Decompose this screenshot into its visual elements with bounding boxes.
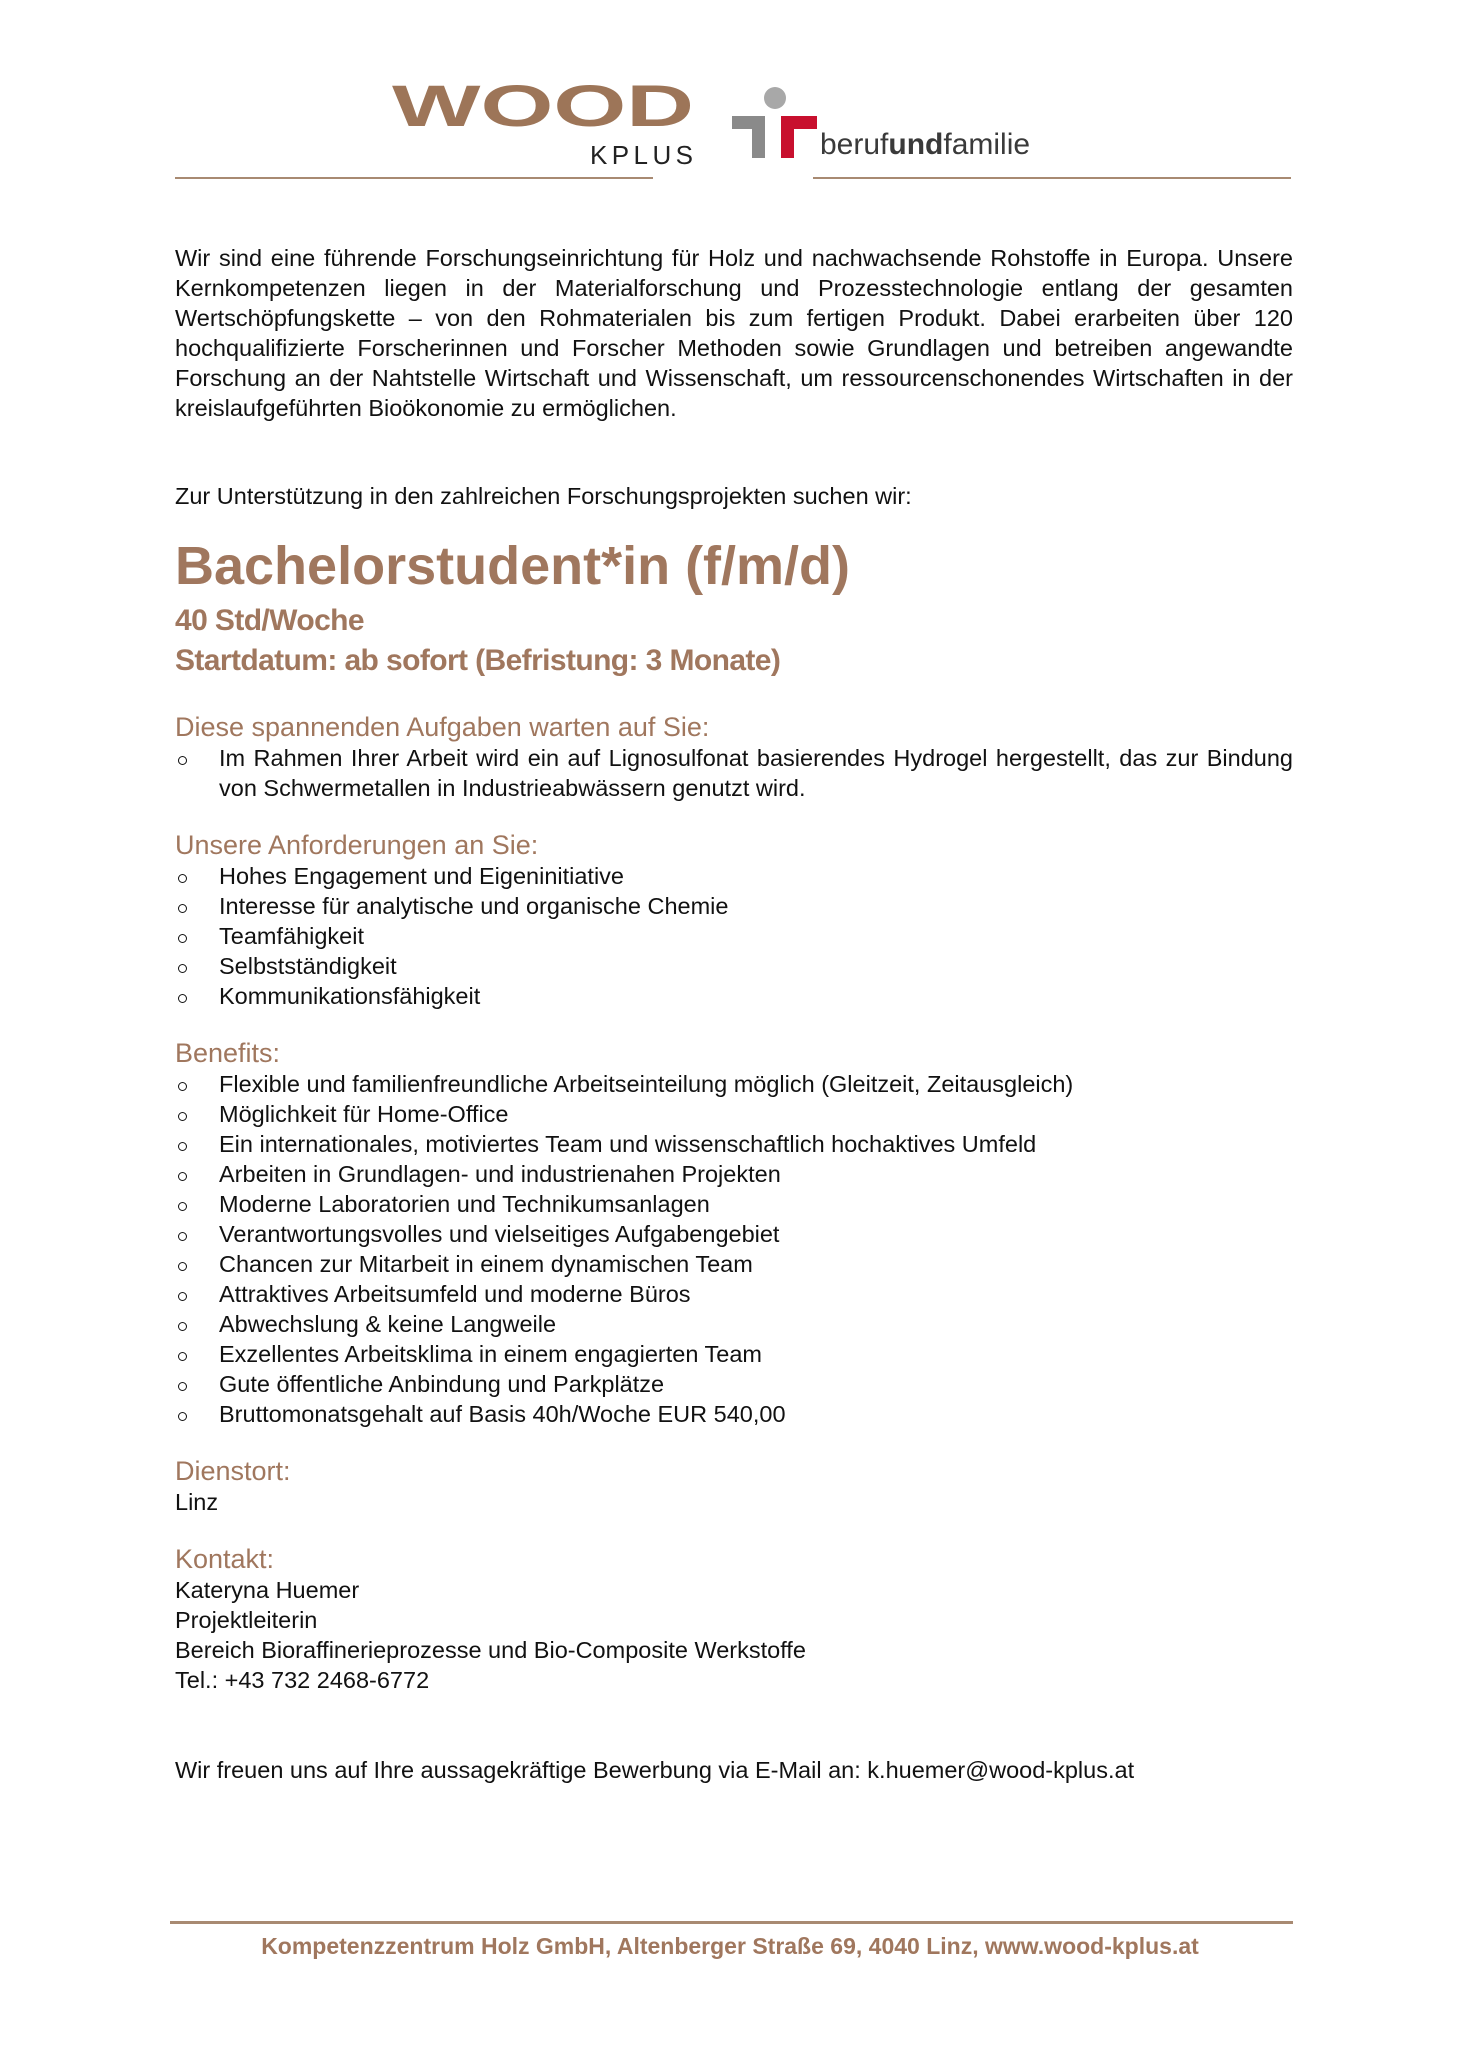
list-item: Abwechslung & keine Langweile (175, 1309, 1293, 1339)
footer-address: Kompetenzzentrum Holz GmbH, Altenberger Straße 69, 4040 Linz, www.wood-kplus.at (261, 1933, 1199, 1959)
list-item: Interesse für analytische und organische Chemie (175, 891, 1293, 921)
list-item: Chancen zur Mitarbeit in einem dynamischen Team (175, 1249, 1293, 1279)
benefits-list (175, 1069, 1293, 1429)
list-item: Moderne Laboratorien und Technikumsanlagen (175, 1189, 1293, 1219)
contact-heading: Kontakt: (175, 1544, 275, 1574)
intro-paragraph: Wir sind eine führende Forschungseinrichtung für Holz und nachwachsende Rohstoffe in Europa. Unsere Kernkompetenzen liegen in der Materialforschung und Prozesstechnologie entlang der gesamten Wertschöpfungskette – von den Rohmaterialen bis zum fertigen Produkt. Dabei erarbeiten über 120 hochqualifizierte Forscherinnen und Forscher Methoden sowie Grundlagen und betreiben angewandte Forschung an der Nahtstelle Wirtschaft und Wissenschaft, um ressourcenschonendes Wirtschaften in der kreislaufgeführten Bioökonomie zu ermöglichen. (175, 245, 1293, 421)
list-item: Im Rahmen Ihrer Arbeit wird ein auf Lignosulfonat basierendes Hydrogel hergestellt, das zur Bindung von Schwermetallen in Industrieabwässern genutzt wird. (175, 743, 1293, 803)
list-item: Selbstständigkeit (175, 951, 1293, 981)
list-item: Bruttomonatsgehalt auf Basis 40h/Woche EUR 540,00 (175, 1399, 1293, 1429)
list-item: Teamfähigkeit (175, 921, 1293, 951)
header-rule-right (813, 177, 1291, 179)
bf-text-beruf: beruf (820, 128, 889, 161)
footer-rule (170, 1921, 1293, 1924)
location-value: Linz (175, 1489, 219, 1515)
contact-phone: Tel.: +43 732 2468-6772 (175, 1667, 430, 1693)
list-item: Möglichkeit für Home-Office (175, 1099, 1293, 1129)
list-item: Verantwortungsvolles und vielseitiges Aufgabengebiet (175, 1219, 1293, 1249)
wood-kplus-logo (390, 82, 710, 172)
requirements-heading: Unsere Anforderungen an Sie: (175, 830, 539, 860)
wood-logo-subtitle: KPLUS (590, 140, 693, 170)
tasks-list (175, 743, 1293, 803)
bf-text-und: und (888, 128, 944, 161)
lead-sentence: Zur Unterstützung in den zahlreichen Forschungsprojekten suchen wir: (175, 483, 912, 509)
berufundfamilie-logo-text (820, 128, 1030, 162)
list-item: Ein internationales, motiviertes Team und wissenschaftlich hochaktives Umfeld (175, 1129, 1293, 1159)
contact-department: Bereich Bioraffinerieprozesse und Bio-Composite Werkstoffe (175, 1637, 806, 1663)
job-hours: 40 Std/Woche (175, 604, 364, 637)
tasks-heading: Diese spannenden Aufgaben warten auf Sie: (175, 712, 710, 742)
job-title: Bachelorstudent*in (f/m/d) (175, 536, 851, 596)
job-start-date: Startdatum: ab sofort (Befristung: 3 Monate) (175, 644, 781, 677)
closing-sentence: Wir freuen uns auf Ihre aussagekräftige Bewerbung via E-Mail an: k.huemer@wood-kplus.at (175, 1757, 1135, 1783)
benefits-heading: Benefits: (175, 1038, 281, 1068)
bf-text-familie: familie (943, 128, 1031, 161)
contact-role: Projektleiterin (175, 1607, 318, 1633)
list-item: Gute öffentliche Anbindung und Parkplätze (175, 1369, 1293, 1399)
contact-name: Kateryna Huemer (175, 1577, 360, 1603)
location-heading: Dienstort: (175, 1456, 291, 1486)
main-content (175, 243, 1293, 1785)
requirements-list (175, 861, 1293, 1011)
list-item: Kommunikationsfähigkeit (175, 981, 1293, 1011)
list-item: Flexible und familienfreundliche Arbeitseinteilung möglich (Gleitzeit, Zeitausgleich) (175, 1069, 1293, 1099)
list-item: Exzellentes Arbeitsklima in einem engagierten Team (175, 1339, 1293, 1369)
header-rule-left (175, 177, 653, 179)
list-item: Hohes Engagement und Eigeninitiative (175, 861, 1293, 891)
wood-logo-wordmark: WOOD (392, 82, 694, 139)
list-item: Attraktives Arbeitsumfeld und moderne Büros (175, 1279, 1293, 1309)
list-item: Arbeiten in Grundlagen- und industrienahen Projekten (175, 1159, 1293, 1189)
